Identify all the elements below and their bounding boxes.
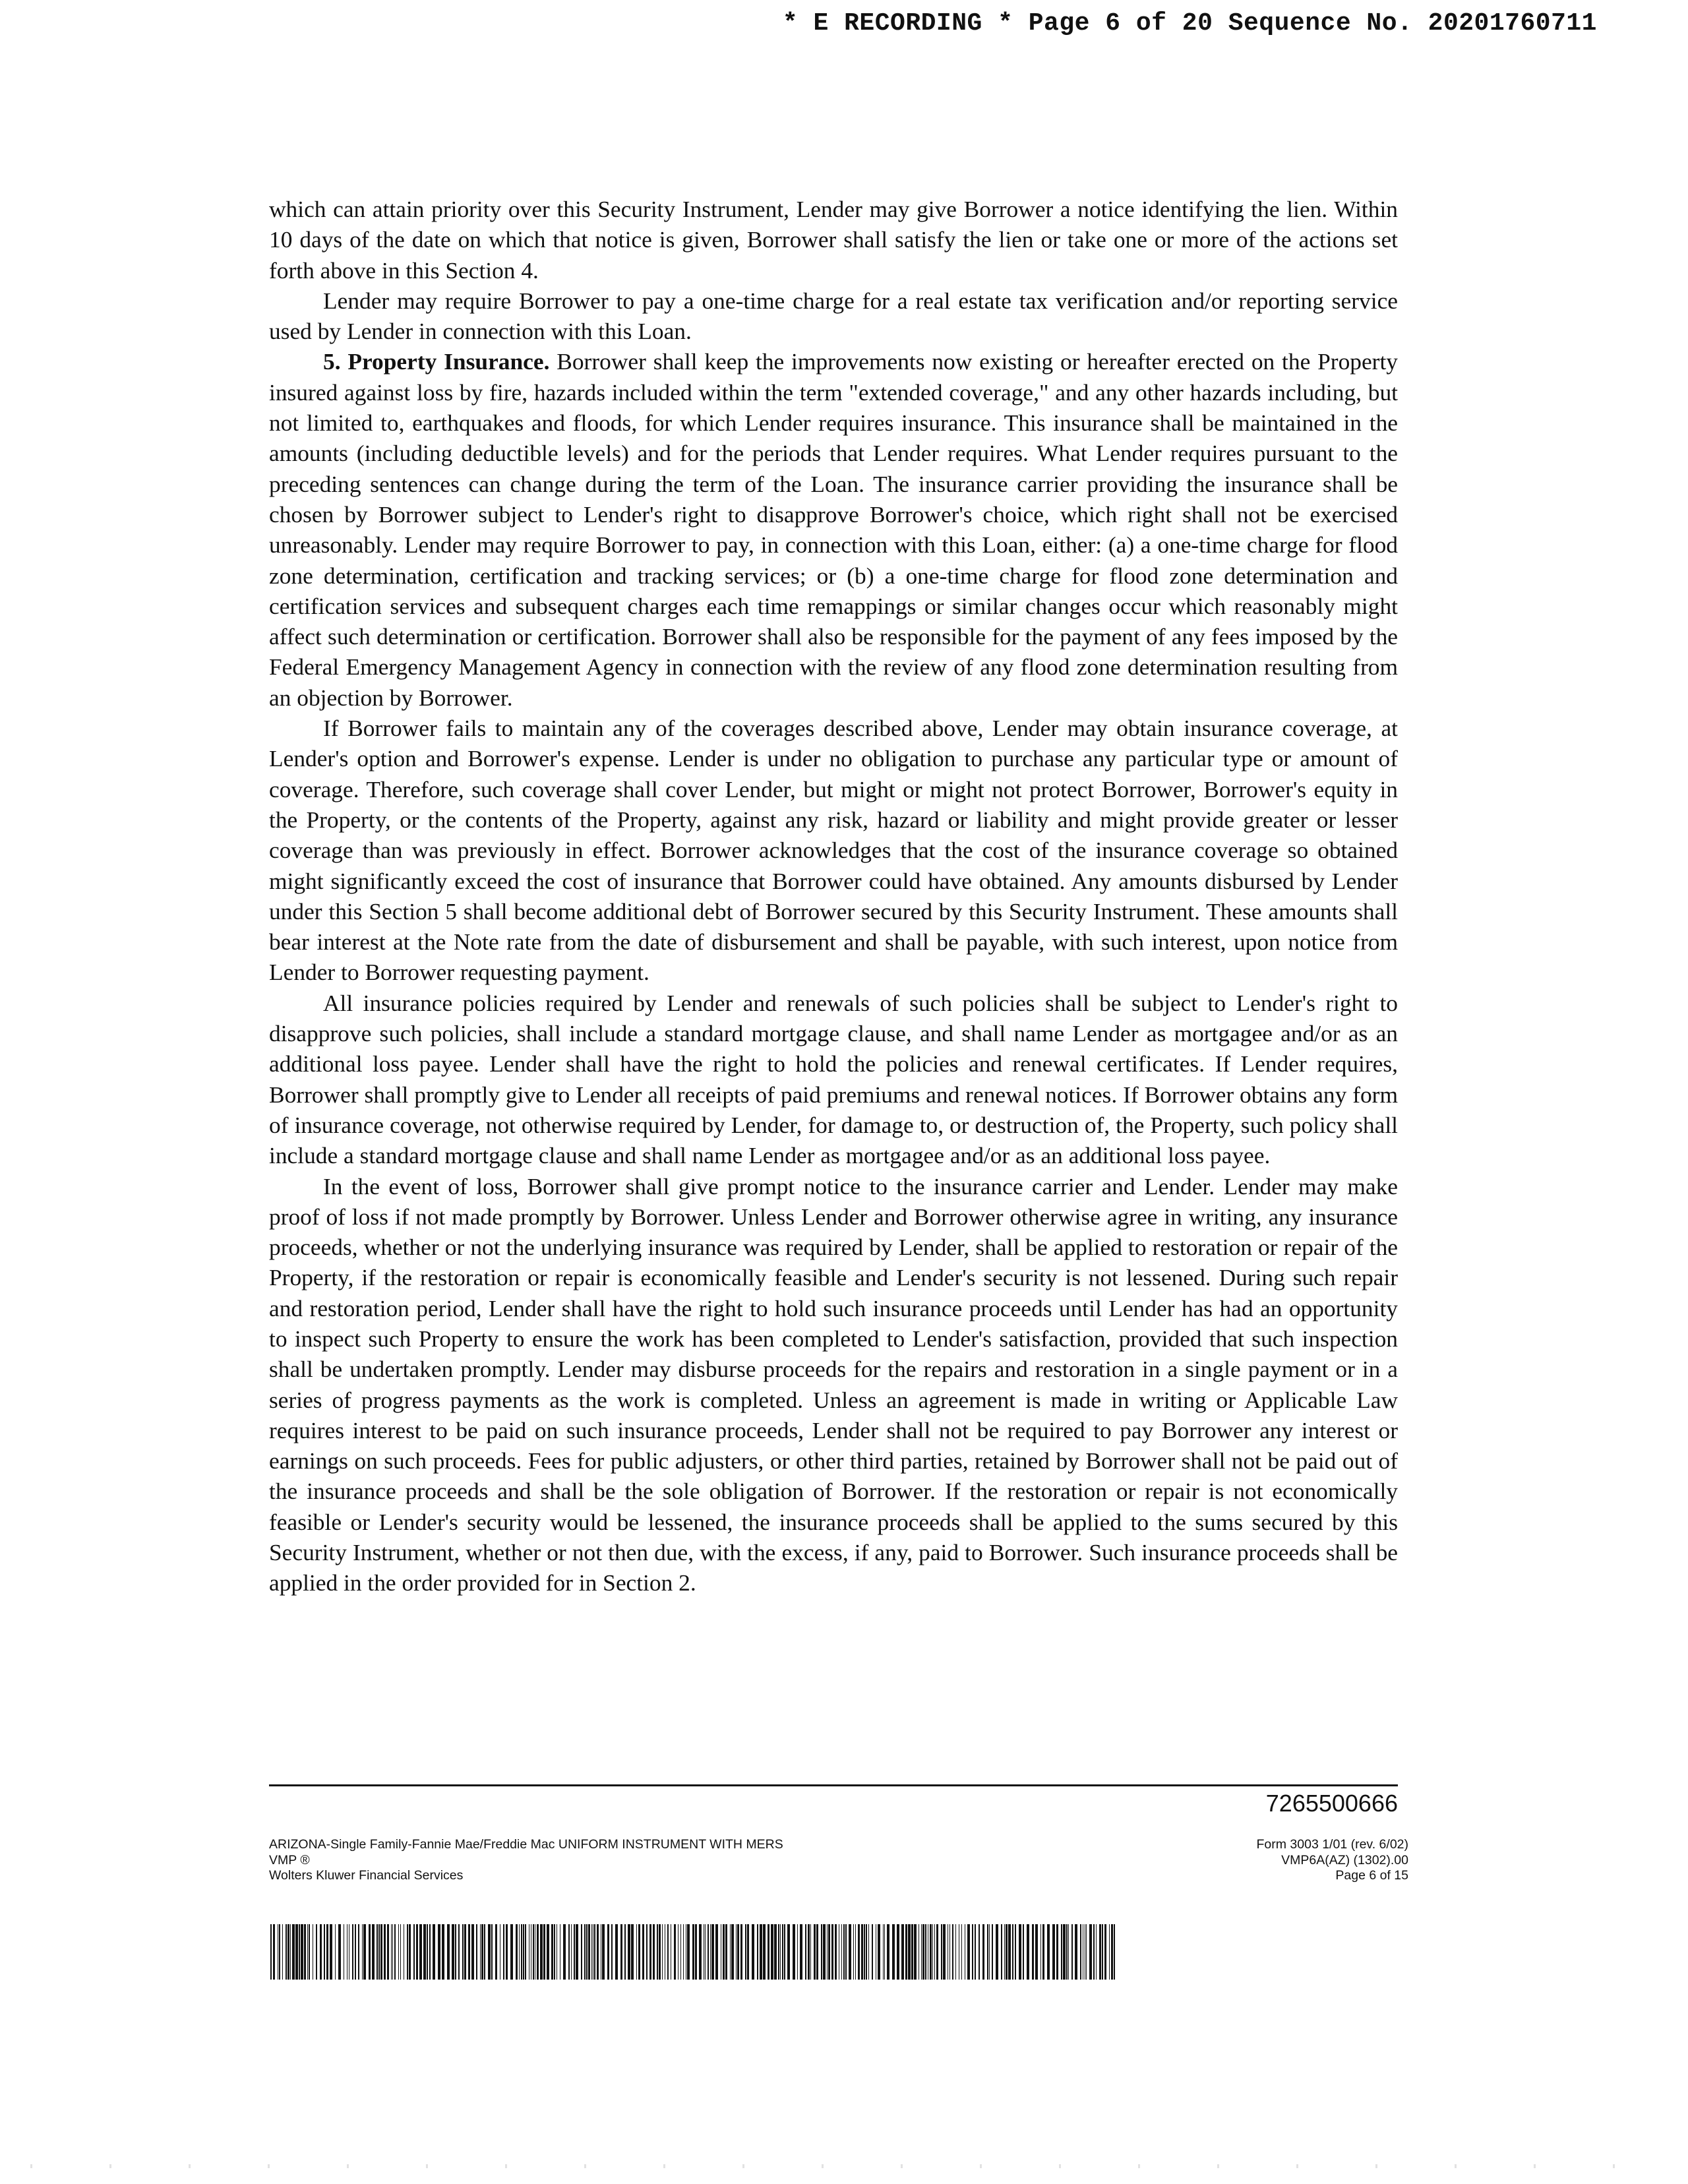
section-5-heading: 5. Property Insurance. bbox=[323, 348, 550, 375]
barcode-image bbox=[269, 1924, 1120, 1980]
recording-header: * E RECORDING * Page 6 of 20 Sequence No. 20201760711 bbox=[782, 9, 1597, 38]
paragraph-coverage-failure: If Borrower fails to maintain any of the coverages described above, Lender may obtain insurance coverage, at Lender's option and Borrower's expense. Lender is under no obligation to purchase any particular type or amount of coverage. Therefore, such coverage shall cover Lender, but might or might not protect Borrower, Borrower's equity in the Property, or the contents of the Property, against any risk, hazard or liability and might provide greater or lesser coverage than was previously in effect. Borrower acknowledges that the cost of the insurance coverage so obtained might significantly exceed the cost of insurance that Borrower could have obtained. Any amounts disbursed by Lender under this Section 5 shall become additional debt of Borrower secured by this Security Instrument. These amounts shall bear interest at the Note rate from the date of disbursement and shall be payable, with such interest, upon notice from Lender to Borrower requesting payment. bbox=[269, 715, 1398, 986]
paragraph-section-5 bbox=[269, 346, 1398, 713]
footer-form-info bbox=[269, 1837, 783, 1884]
loan-number: 7265500666 bbox=[1265, 1790, 1398, 1817]
paragraph-insurance-policies: All insurance policies required by Lender and renewals of such policies shall be subject to Lender's right to disapprove such policies, shall include a standard mortgage clause, and shall name Lender as mortgagee and/or as an additional loss payee. Lender shall have the right to hold the policies and renewal certificates. If Lender requires, Borrower shall promptly give to Lender all receipts of paid premiums and renewal notices. If Borrower obtains any form of insurance coverage, not otherwise required by Lender, for damage to, or destruction of, the Property, such policy shall include a standard mortgage clause and shall name Lender as mortgagee and/or as an additional loss payee. bbox=[269, 989, 1398, 1169]
section-5-text: Borrower shall keep the improvements now existing or hereafter erected on the Property insured against loss by fire, hazards included within the term "extended coverage," and any other hazards including, but not limited to, earthquakes and floods, for which Lender requires insurance. This insurance shall be maintained in the amounts (including deductible levels) and for the periods that Lender requires. What Lender requires pursuant to the preceding sentences can change during the term of the Loan. The insurance carrier providing the insurance shall be chosen by Borrower subject to Lender's right to disapprove Borrower's choice, which right shall not be exercised unreasonably. Lender may require Borrower to pay, in connection with this Loan, either: (a) a one-time charge for flood zone determination, certification and tracking services; or (b) a one-time charge for flood zone determination and certification services and subsequent charges each time remappings or similar changes occur which reasonably might affect such determination or certification. Borrower shall also be responsible for the payment of any fees imposed by the Federal Emergency Management Agency in connection with the review of any flood zone determination resulting from an objection by Borrower. bbox=[269, 348, 1398, 711]
footer-divider bbox=[269, 1784, 1398, 1786]
footer-page-number: Page 6 of 15 bbox=[1335, 1868, 1408, 1883]
footer-form-title: ARIZONA-Single Family-Fannie Mae/Freddie Mac UNIFORM INSTRUMENT WITH MERS bbox=[269, 1837, 783, 1852]
footer-publisher: Wolters Kluwer Financial Services bbox=[269, 1868, 464, 1883]
footer-form-revision: Form 3003 1/01 (rev. 6/02) bbox=[1256, 1837, 1408, 1852]
footer-vmp-mark: VMP ® bbox=[269, 1852, 310, 1867]
paragraph-tax-verification: Lender may require Borrower to pay a one-time charge for a real estate tax verification and/or reporting service used by Lender in connection with this Loan. bbox=[269, 287, 1398, 345]
footer-form-number bbox=[1257, 1837, 1409, 1884]
paragraph-lien-notice: which can attain priority over this Security Instrument, Lender may give Borrower a notice identifying the lien. Within 10 days of the date on which that notice is given, Borrower shall satisfy the lien or take one or more of the actions set forth above in this Section 4. bbox=[269, 196, 1398, 284]
document-body bbox=[269, 194, 1398, 1598]
scan-edge-noise bbox=[0, 2164, 1688, 2168]
paragraph-event-of-loss: In the event of loss, Borrower shall give prompt notice to the insurance carrier and Lender. Lender may make proof of loss if not made promptly by Borrower. Unless Lender and Borrower otherwise agree in writing, any insurance proceeds, whether or not the underlying insurance was required by Lender, shall be applied to restoration or repair of the Property, if the restoration or repair is economically feasible and Lender's security is not lessened. During such repair and restoration period, Lender shall have the right to hold such insurance proceeds until Lender has had an opportunity to inspect such Property to ensure the work has been completed to Lender's satisfaction, provided that such inspection shall be undertaken promptly. Lender may disburse proceeds for the repairs and restoration in a single payment or in a series of progress payments as the work is completed. Unless an agreement is made in writing or Applicable Law requires interest to be paid on such insurance proceeds, Lender shall not be required to pay Borrower any interest or earnings on such proceeds. Fees for public adjusters, or other third parties, retained by Borrower shall not be paid out of the insurance proceeds and shall be the sole obligation of Borrower. If the restoration or repair is not economically feasible or Lender's security would be lessened, the insurance proceeds shall be applied to the sums secured by this Security Instrument, whether or not then due, with the excess, if any, paid to Borrower. Such insurance proceeds shall be applied in the order provided for in Section 2. bbox=[269, 1172, 1398, 1596]
footer-form-code: VMP6A(AZ) (1302).00 bbox=[1281, 1852, 1408, 1867]
